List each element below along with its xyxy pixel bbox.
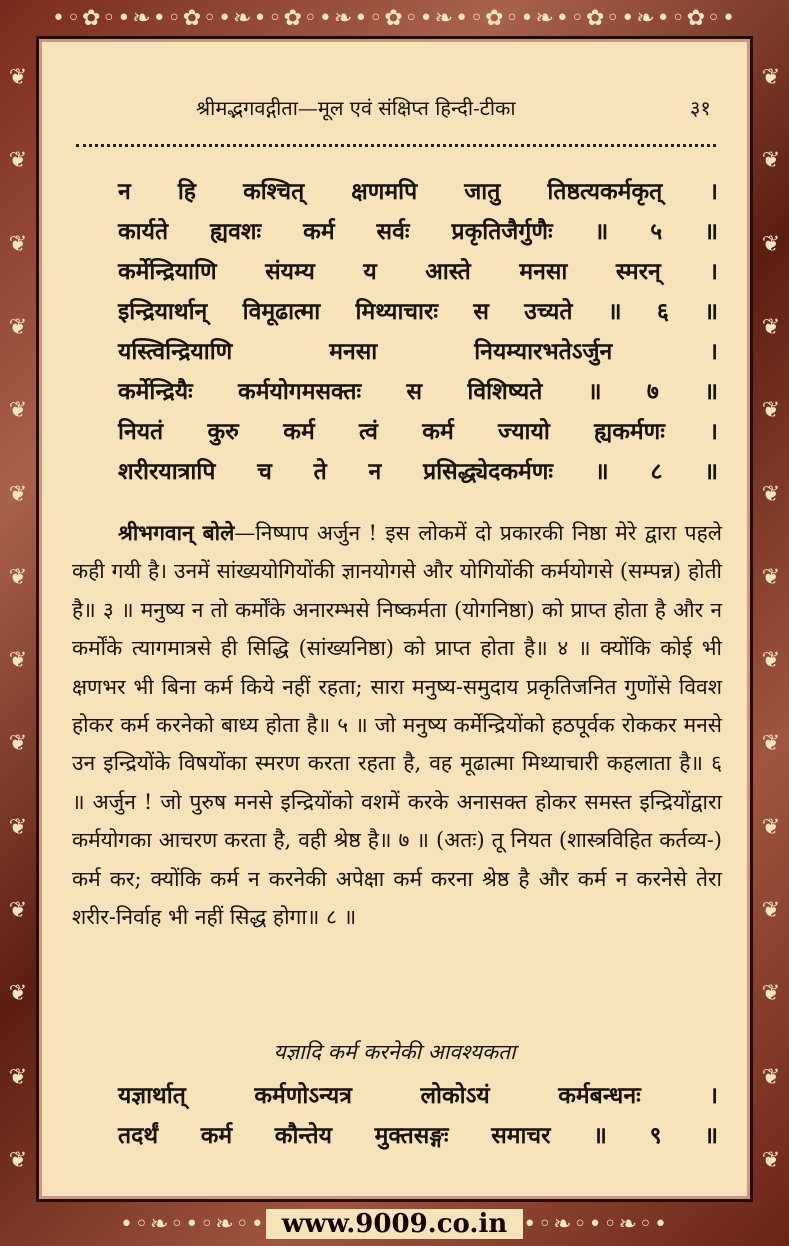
bottom-border xyxy=(0,1202,789,1246)
section-heading: यज्ञादि कर्म करनेकी आवश्यकता xyxy=(273,1040,516,1064)
top-border-ornament: •◦✿◦•❧•◦✿◦•❧•◦✿◦•❧•◦✿◦•❧•◦✿◦•❧•◦✿◦•❧•◦✿◦• xyxy=(52,5,737,31)
verse-line: शरीरयात्रापि च ते न प्रसिद्ध्येदकर्मणः ॥ ८ ॥ xyxy=(118,458,718,485)
verse-line: तदर्थं कर्म कौन्तेय मुक्तसङ्गः समाचर ॥ ९ ॥ xyxy=(118,1122,718,1149)
verse-line: इन्द्रियार्थान् विमूढात्मा मिथ्याचारः स उच्यते ॥ ६ ॥ xyxy=(118,298,718,325)
verses-bottom xyxy=(118,1076,718,1156)
commentary-lead: श्रीभगवान् बोले xyxy=(118,520,235,545)
verse-line: कर्मेन्द्रियाणि संयम्य य आस्ते मनसा स्मरन् । xyxy=(118,258,718,285)
bottom-ornament-left: •◦❧◦•◦❧◦• xyxy=(120,1211,266,1237)
website-link[interactable]: www.9009.co.in xyxy=(266,1209,524,1239)
verses-top xyxy=(118,172,718,492)
right-border-ornament: ❦ ❦ ❦ ❦ ❦ ❦ ❦ ❦ ❦ ❦ ❦ ❦ ❦ ❦ xyxy=(761,65,781,1173)
left-border-ornament: ❦ ❦ ❦ ❦ ❦ ❦ ❦ ❦ ❦ ❦ ❦ ❦ ❦ ❦ xyxy=(8,65,28,1173)
page-header xyxy=(36,94,753,128)
header-dotted-rule xyxy=(76,144,716,151)
verse-line: यज्ञार्थात् कर्मणोऽन्यत्र लोकोऽयं कर्मबन्धनः । xyxy=(118,1082,718,1109)
page-number: ३१ xyxy=(690,96,711,120)
book-page xyxy=(36,36,753,1202)
verse-line: यस्त्विन्द्रियाणि मनसा नियम्यारभतेऽर्जुन । xyxy=(118,338,718,365)
verse-line: कर्मेन्द्रियैः कर्मयोगमसक्तः स विशिष्यते ॥ ७ ॥ xyxy=(118,378,718,405)
bottom-ornament-right: •◦❧◦•◦❧◦• xyxy=(523,1211,669,1237)
verse-line: न हि कश्चित् क्षणमपि जातु तिष्ठत्यकर्मकृत् । xyxy=(118,178,718,205)
page-header-title: श्रीमद्भगवद्गीता—मूल एवं संक्षिप्त हिन्दी-टीका xyxy=(196,96,516,120)
commentary-text: —निष्पाप अर्जुन ! इस लोकमें दो प्रकारकी निष्ठा मेरे द्वारा पहले कही गयी है। उनमें सांख्ययोगियोंकी ज्ञानयोगसे और योगियोंकी कर्मयोगसे (सम्पन्न) होती है॥ ३ ॥ मनुष्य न तो कर्मोंके अनारम्भसे निष्कर्मता (योगनिष्ठा) को प्राप्त होता है और न कर्मोंके त्यागमात्रसे ही सिद्धि (सांख्यनिष्ठा) को प्राप्त होता है॥ ४ ॥ क्योंकि कोई भी क्षणभर भी बिना कर्म किये नहीं रहता; सारा मनुष्य-समुदाय प्रकृतिजनित गुणोंसे विवश होकर कर्म करनेको बाध्य होता है॥ ५ ॥ जो मनुष्य कर्मेन्द्रियोंको हठपूर्वक रोककर मनसे उन इन्द्रियोंके विषयोंका स्मरण करता रहता है, वह मूढात्मा मिथ्याचारी कहलाता है॥ ६ ॥ अर्जुन ! जो पुरुष मनसे इन्द्रियोंको वशमें करके अनासक्त होकर समस्त इन्द्रियोंद्वारा कर्मयोगका आचरण करता है, वही श्रेष्ठ है॥ ७ ॥ (अतः) तू नियत (शास्त्रविहित कर्तव्य-) कर्म कर; क्योंकि कर्म न करनेकी अपेक्षा कर्म करना श्रेष्ठ है और कर्म न करनेसे तेरा शरीर-निर्वाह भी नहीं सिद्ध होगा॥ ८ ॥ xyxy=(72,521,722,930)
commentary-paragraph xyxy=(72,514,722,936)
verse-line: नियतं कुरु कर्म त्वं कर्म ज्यायो ह्यकर्मणः । xyxy=(118,418,718,445)
verse-line: कार्यते ह्यवशः कर्म सर्वः प्रकृतिजैर्गुणैः ॥ ५ ॥ xyxy=(118,218,718,245)
